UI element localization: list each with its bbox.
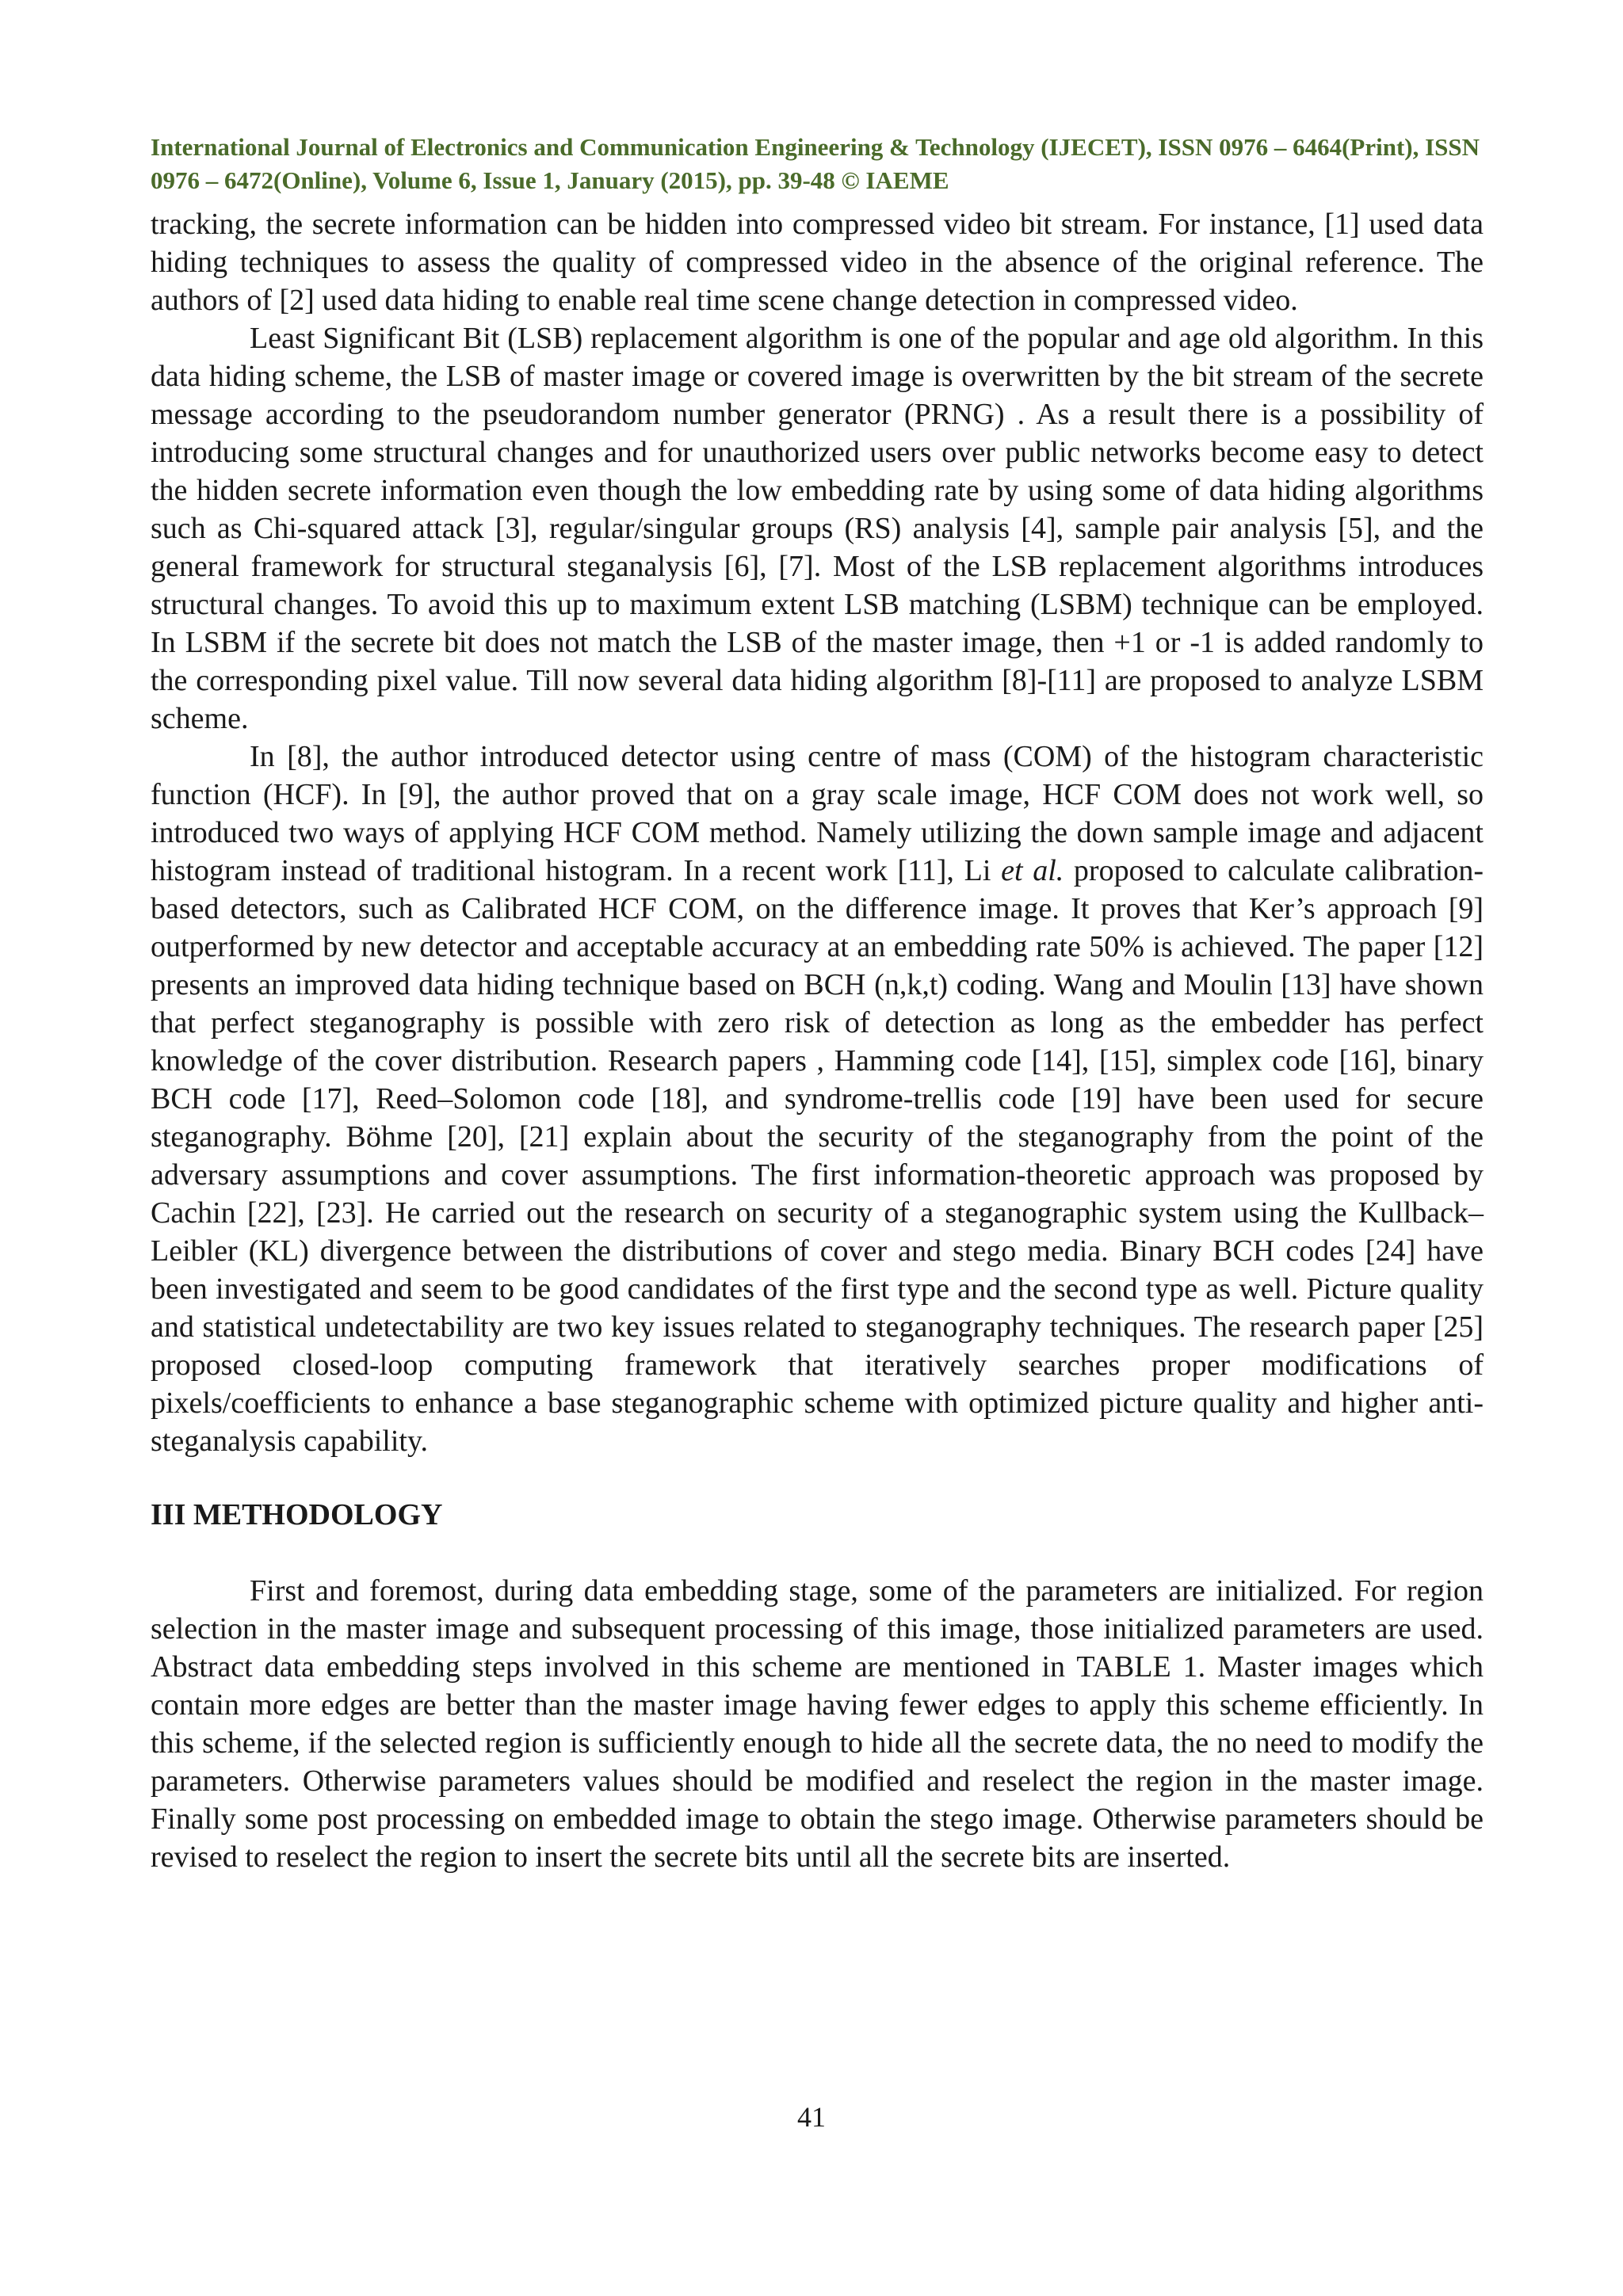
page-number: 41 [797,2101,826,2133]
page-content [151,131,1484,1876]
paragraph-related-work-text-2: proposed to calculate calibration-based detectors, such as Calibrated HCF COM, on the difference image. It proves that Ker’s approach [9] outperformed by new detector and acceptable accuracy at an embedding rate 50% is achieved. The paper [12] presents an improved data hiding technique based on BCH (n,k,t) coding. Wang and Moulin [13] have shown that perfect steganography is possible with zero risk of detection as long as the embedder has perfect knowledge of the cover distribution. Research papers , Hamming code [14], [15], simplex code [16], binary BCH code [17], Reed–Solomon code [18], and syndrome-trellis code [19] have been used for secure steganography. Böhme [20], [21] explain about the security of the steganography from the point of the adversary assumptions and cover assumptions. The first information-theoretic approach was proposed by Cachin [22], [23]. He carried out the research on security of a steganographic system using the Kullback–Leibler (KL) divergence between the distributions of cover and stego media. Binary BCH codes [24] have been investigated and seem to be good candidates of the first type and the second type as well. Picture quality and statistical undetectability are two key issues related to steganography techniques. The research paper [25] proposed closed-loop computing framework that iteratively searches proper modifications of pixels/coefficients to enhance a base steganographic scheme with optimized picture quality and higher anti-steganalysis capability. [151,854,1484,1458]
section-heading-methodology: III METHODOLOGY [151,1498,443,1531]
paragraph-related-work [151,738,1484,1460]
paragraph-continuation: tracking, the secrete information can be hidden into compressed video bit stream. For instance, [1] used data hiding techniques to assess the quality of compressed video in the absence of the original reference. The authors of [2] used data hiding to enable real time scene change detection in compressed video. [151,208,1484,317]
paragraph-related-work-text-1: In [8], the author introduced detector using centre of mass (COM) of the histogram characteristic function (HCF). In [9], the author proved that on a gray scale image, HCF COM does not work well, so introduced two ways of applying HCF COM method. Namely utilizing the down sample image and adjacent histogram instead of traditional histogram. In a recent work [11], Li [151,740,1484,887]
paragraph-methodology: First and foremost, during data embedding stage, some of the parameters are initialized. For region selection in the master image and subsequent processing of this image, those initialized parameters are used. Abstract data embedding steps involved in this scheme are mentioned in TABLE 1. Master images which contain more edges are better than the master image having fewer edges to apply this scheme efficiently. In this scheme, if the selected region is sufficiently enough to hide all the secrete data, the no need to modify the parameters. Otherwise parameters values should be modified and reselect the region in the master image. Finally some post processing on embedded image to obtain the stego image. Otherwise parameters should be revised to reselect the region to insert the secrete bits until all the secrete bits are inserted. [151,1574,1484,1874]
paragraph-related-work-italic: et al. [1001,854,1064,887]
paragraph-lsb-replacement: Least Significant Bit (LSB) replacement algorithm is one of the popular and age old algorithm. In this data hiding scheme, the LSB of master image or covered image is overwritten by the bit stream of the secrete message according to the pseudorandom number generator (PRNG) . As a result there is a possibility of introducing some structural changes and for unauthorized users over public networks become easy to detect the hidden secrete information even though the low embedding rate by using some of data hiding algorithms such as Chi-squared attack [3], regular/singular groups (RS) analysis [4], sample pair analysis [5], and the general framework for structural steganalysis [6], [7]. Most of the LSB replacement algorithms introduces structural changes. To avoid this up to maximum extent LSB matching (LSBM) technique can be employed. In LSBM if the secrete bit does not match the LSB of the master image, then +1 or -1 is added randomly to the corresponding pixel value. Till now several data hiding algorithm [8]-[11] are proposed to analyze LSBM scheme. [151,322,1484,735]
journal-header: International Journal of Electronics and Communication Engineering & Technology (IJECET), ISSN 0976 – 6464(Print), ISSN 0976 – 6472(Online), Volume 6, Issue 1, January (2015), pp. 39-48 © IAEME [151,133,1480,194]
